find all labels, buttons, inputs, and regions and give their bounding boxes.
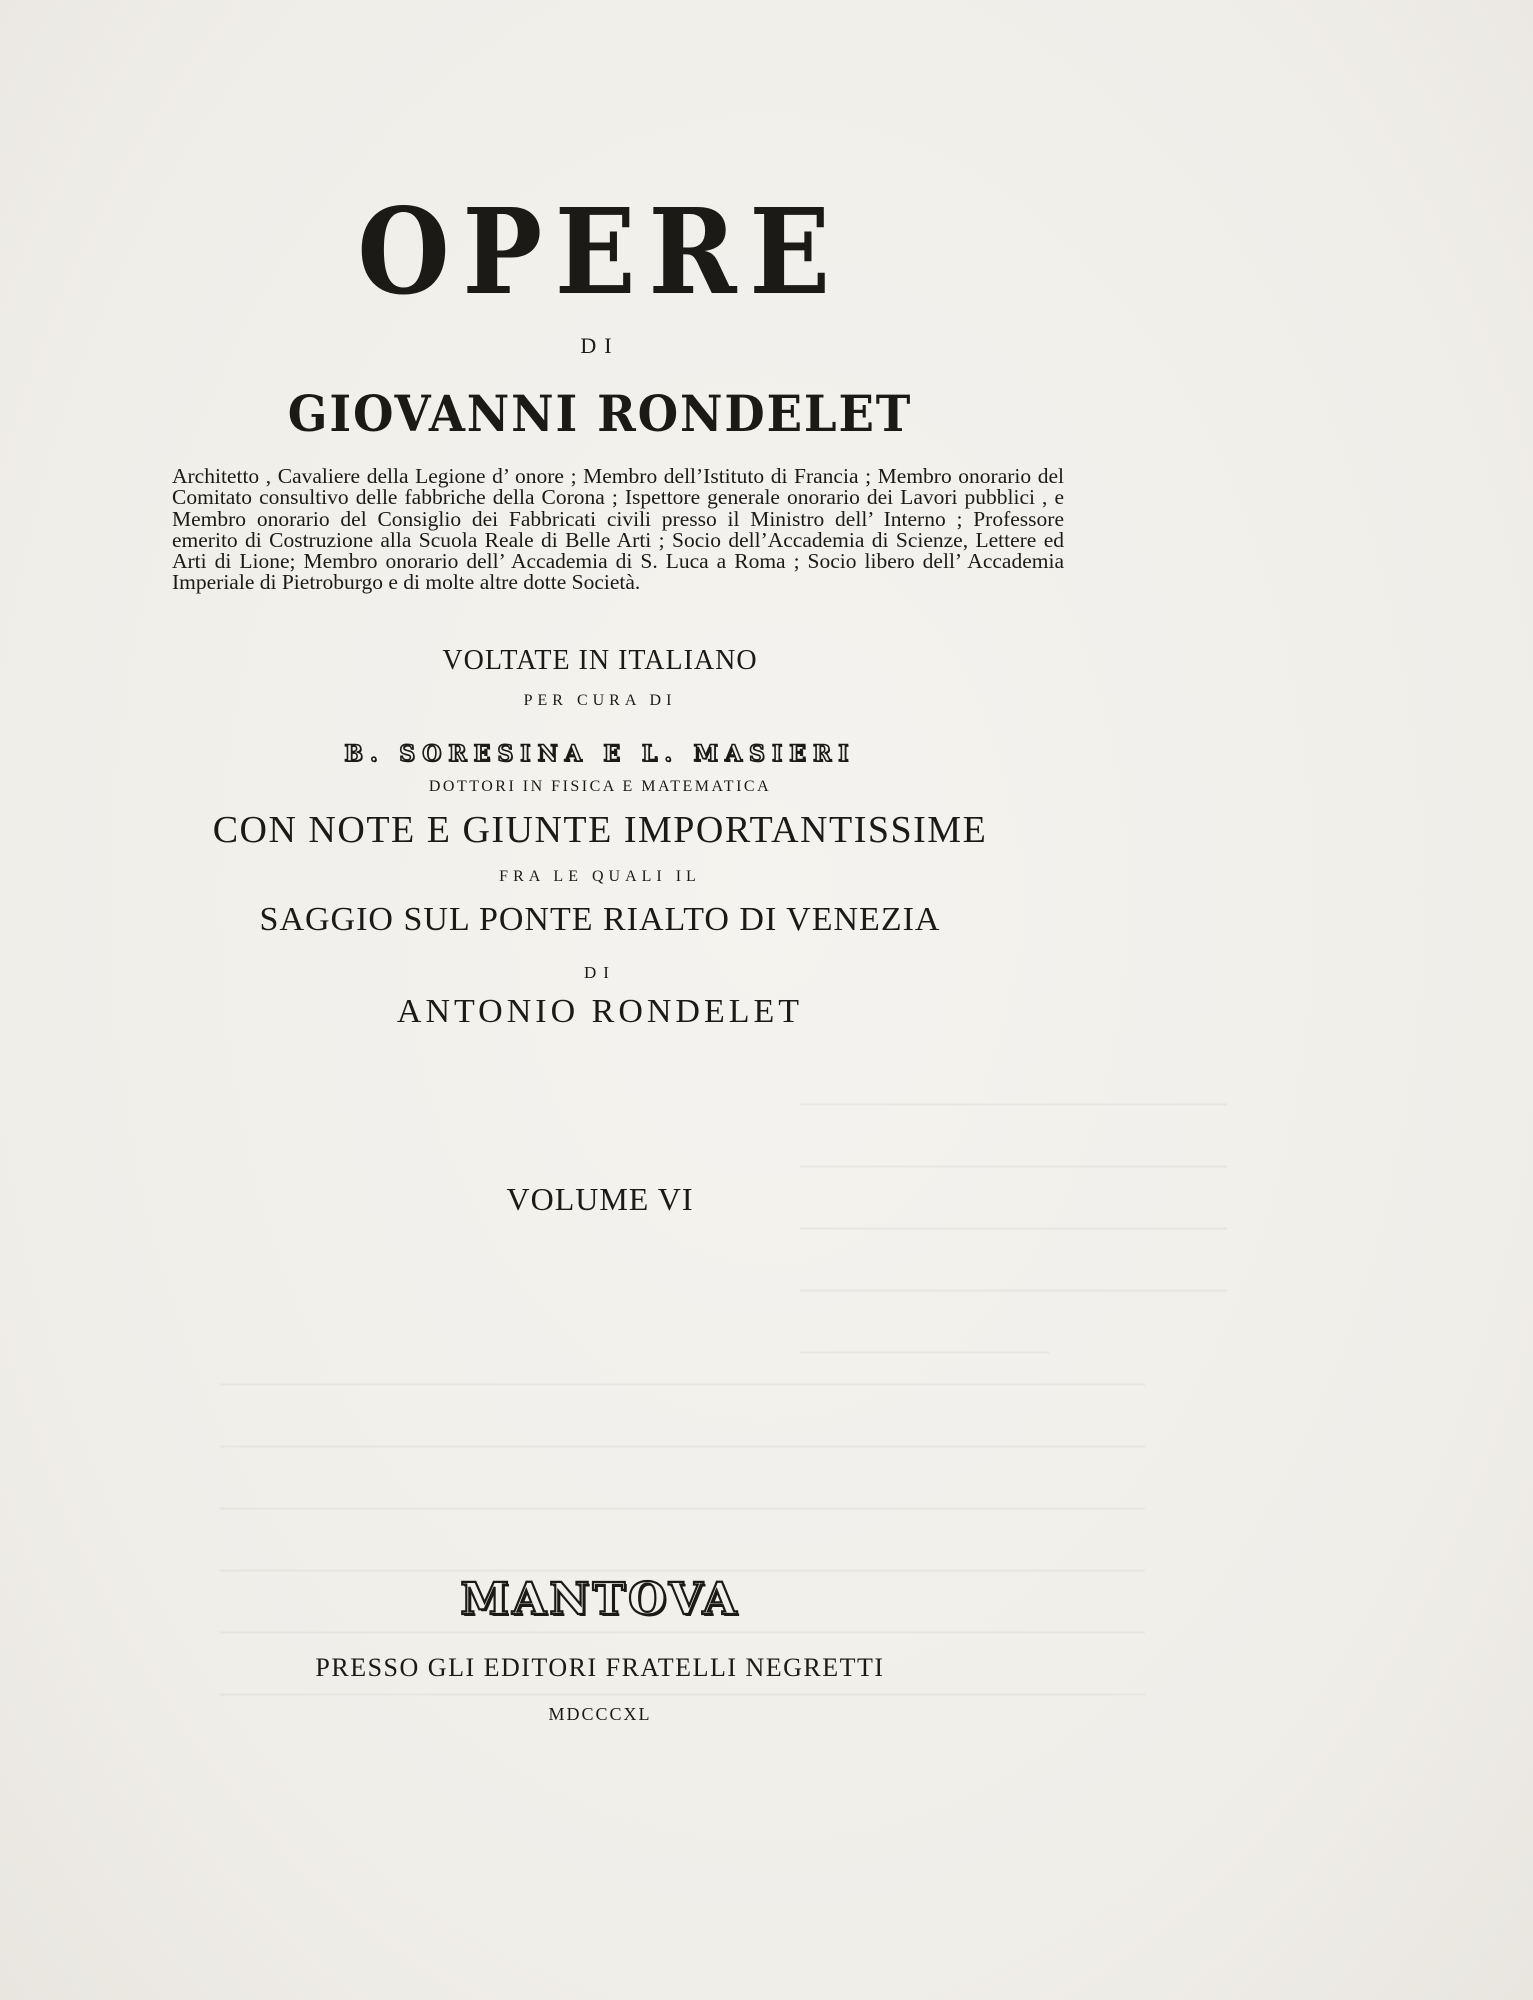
imprint-publisher: PRESSO GLI EDITORI FRATELLI NEGRETTI xyxy=(315,1653,885,1682)
fra-le-quali-line: FRA LE QUALI IL xyxy=(499,868,701,885)
show-through-text xyxy=(800,1070,1227,1380)
imprint-year: MDCCCXL xyxy=(548,1704,652,1724)
volume-number: VOLUME VI xyxy=(506,1181,694,1217)
translation-line: VOLTATE IN ITALIANO xyxy=(442,645,758,676)
editors-names: B. SORESINA E L. MASIERI xyxy=(344,741,856,767)
author-name: GIOVANNI RONDELET xyxy=(287,384,913,443)
preposition-di: DI xyxy=(580,333,620,358)
editors-title: DOTTORI IN FISICA E MATEMATICA xyxy=(428,778,772,795)
essay-title: SAGGIO SUL PONTE RIALTO DI VENEZIA xyxy=(259,901,941,938)
author-credentials: Architetto , Cavaliere della Legione d’ onore ; Membro dell’Istituto di Francia ; Membro onorario del Comitato consultivo delle fabbriche della Corona ; Ispettore generale onorario dei Lavori pubblici , e Membro onorario del Consiglio dei Fabbricati civili presso il Ministro dell’ Interno ; Professore emerito di Costruzione alla Scuola Reale di Belle Arti ; Socio dell’Accademia di Scienze, Lettere ed Arti di Lione; Membro onorario dell’ Accademia di S. Luca a Roma ; Socio libero dell’ Accademia Imperiale di Pietroburgo e di molte altre dotte Società. xyxy=(172,464,1064,595)
essay-author: ANTONIO RONDELET xyxy=(396,993,804,1030)
preposition-di-2: DI xyxy=(584,963,616,982)
per-cura-line: PER CURA DI xyxy=(523,692,677,709)
imprint-city: MANTOVA xyxy=(460,1574,740,1625)
book-title: OPERE xyxy=(357,182,843,321)
notes-line: CON NOTE E GIUNTE IMPORTANTISSIME xyxy=(212,809,988,851)
